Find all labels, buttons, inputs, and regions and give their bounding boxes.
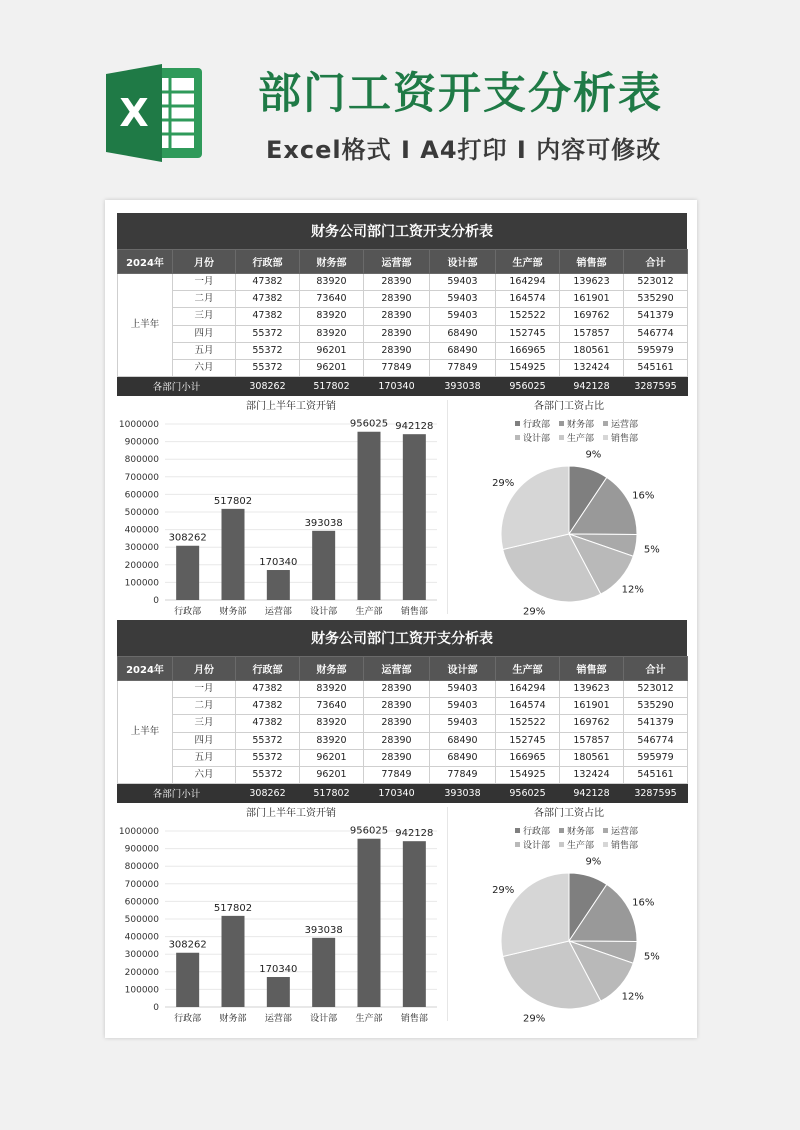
slice-percent-label: 9%	[585, 856, 602, 868]
value-cell: 535290	[624, 291, 688, 308]
bar-chart-title: 部门上半年工资开销	[246, 401, 336, 413]
pie-chart-title: 各部门工资占比	[534, 808, 604, 820]
column-header: 行政部	[236, 657, 300, 681]
legend-swatch	[515, 435, 520, 440]
value-cell: 55372	[236, 749, 300, 766]
legend-label: 设计部	[523, 434, 551, 445]
value-cell: 28390	[364, 732, 430, 749]
column-header: 合计	[624, 250, 688, 274]
value-cell: 152522	[496, 715, 560, 732]
subtotal-cell: 3287595	[624, 784, 688, 803]
value-cell: 47382	[236, 308, 300, 325]
sheet-section	[117, 213, 687, 618]
subtotal-cell: 3287595	[624, 377, 688, 396]
excel-logo-icon	[104, 60, 206, 166]
subtotal-cell: 956025	[496, 377, 560, 396]
value-cell: 55372	[236, 342, 300, 359]
x-tick-label: 生产部	[355, 1014, 383, 1025]
excel-logo-letter: X	[119, 91, 149, 135]
value-cell: 47382	[236, 274, 300, 291]
legend-label: 行政部	[523, 420, 551, 431]
value-cell: 523012	[624, 681, 688, 698]
value-cell: 180561	[560, 342, 624, 359]
value-cell: 83920	[300, 715, 364, 732]
data-label: 942128	[395, 421, 434, 433]
y-tick-label: 900000	[124, 844, 159, 855]
value-cell: 157857	[560, 732, 624, 749]
pie-chart-panel	[451, 396, 687, 618]
y-tick-label: 100000	[124, 985, 159, 996]
slice-percent-label: 5%	[643, 951, 660, 963]
table-row	[118, 767, 688, 784]
legend-swatch	[603, 421, 608, 426]
table-row	[118, 732, 688, 749]
value-cell: 83920	[300, 732, 364, 749]
slice-percent-label: 5%	[643, 544, 660, 556]
value-cell: 164294	[496, 274, 560, 291]
slice-percent-label: 29%	[523, 1013, 546, 1025]
value-cell: 68490	[430, 325, 496, 342]
table-row	[118, 342, 688, 359]
value-cell: 132424	[560, 767, 624, 784]
column-header: 销售部	[560, 250, 624, 274]
bar	[176, 546, 199, 600]
data-label: 170340	[259, 557, 298, 569]
charts-row	[117, 803, 687, 1025]
y-tick-label: 700000	[124, 473, 159, 484]
legend-swatch	[559, 842, 564, 847]
y-tick-label: 600000	[124, 897, 159, 908]
table-row	[118, 749, 688, 766]
subtotal-cell: 956025	[496, 784, 560, 803]
column-header: 设计部	[430, 250, 496, 274]
month-cell: 四月	[173, 732, 236, 749]
y-tick-label: 700000	[124, 880, 159, 891]
table-row	[118, 698, 688, 715]
x-tick-label: 设计部	[310, 1014, 338, 1025]
y-tick-label: 100000	[124, 578, 159, 589]
salary-table	[117, 656, 688, 803]
table-row	[118, 681, 688, 698]
x-tick-label: 运营部	[264, 607, 292, 618]
value-cell: 541379	[624, 715, 688, 732]
legend-swatch	[515, 842, 520, 847]
charts-row	[117, 396, 687, 618]
value-cell: 55372	[236, 732, 300, 749]
month-cell: 五月	[173, 749, 236, 766]
value-cell: 47382	[236, 698, 300, 715]
value-cell: 28390	[364, 749, 430, 766]
column-header: 生产部	[496, 250, 560, 274]
x-tick-label: 行政部	[174, 607, 202, 618]
bar	[312, 938, 335, 1007]
column-header: 2024年	[118, 250, 173, 274]
value-cell: 164574	[496, 698, 560, 715]
bar	[176, 953, 199, 1007]
value-cell: 546774	[624, 732, 688, 749]
y-tick-label: 1000000	[118, 420, 159, 431]
column-header: 合计	[624, 657, 688, 681]
data-label: 170340	[259, 964, 298, 976]
table-body	[118, 681, 688, 784]
subtotal-cell: 942128	[560, 377, 624, 396]
subtotal-row	[118, 784, 688, 803]
subtotal-cell: 942128	[560, 784, 624, 803]
legend-label: 财务部	[567, 420, 595, 431]
value-cell: 59403	[430, 715, 496, 732]
bar	[358, 839, 381, 1007]
value-cell: 77849	[364, 767, 430, 784]
value-cell: 166965	[496, 749, 560, 766]
slice-percent-label: 9%	[585, 449, 602, 461]
value-cell: 28390	[364, 715, 430, 732]
value-cell: 164294	[496, 681, 560, 698]
value-cell: 139623	[560, 274, 624, 291]
column-header: 月份	[173, 657, 236, 681]
x-tick-label: 财务部	[219, 1014, 247, 1025]
slice-percent-label: 16%	[632, 490, 655, 502]
page-header	[0, 0, 800, 200]
subtotal-cell: 308262	[236, 377, 300, 396]
value-cell: 96201	[300, 360, 364, 377]
value-cell: 546774	[624, 325, 688, 342]
slice-percent-label: 12%	[621, 991, 644, 1003]
value-cell: 28390	[364, 291, 430, 308]
value-cell: 28390	[364, 342, 430, 359]
slice-percent-label: 12%	[621, 584, 644, 596]
value-cell: 77849	[430, 360, 496, 377]
bar	[267, 977, 290, 1007]
month-cell: 一月	[173, 274, 236, 291]
period-cell: 上半年	[118, 274, 173, 377]
value-cell: 152745	[496, 325, 560, 342]
legend-label: 行政部	[523, 827, 551, 838]
sheet-section	[117, 620, 687, 1025]
bar	[222, 509, 245, 600]
value-cell: 55372	[236, 360, 300, 377]
pie-chart-title: 各部门工资占比	[534, 401, 604, 413]
table-row	[118, 715, 688, 732]
value-cell: 83920	[300, 274, 364, 291]
x-tick-label: 销售部	[400, 607, 428, 618]
value-cell: 595979	[624, 749, 688, 766]
month-cell: 二月	[173, 291, 236, 308]
y-tick-label: 1000000	[118, 827, 159, 838]
chart-divider	[447, 400, 448, 614]
y-tick-label: 300000	[124, 950, 159, 961]
table-body	[118, 274, 688, 377]
value-cell: 535290	[624, 698, 688, 715]
table-row	[118, 360, 688, 377]
bar-chart-title: 部门上半年工资开销	[246, 808, 336, 820]
month-cell: 三月	[173, 308, 236, 325]
value-cell: 541379	[624, 308, 688, 325]
y-tick-label: 500000	[124, 915, 159, 926]
column-header: 财务部	[300, 250, 364, 274]
column-header: 月份	[173, 250, 236, 274]
subtotal-cell: 308262	[236, 784, 300, 803]
value-cell: 83920	[300, 308, 364, 325]
subtotal-cell: 393038	[430, 784, 496, 803]
column-header: 2024年	[118, 657, 173, 681]
legend-swatch	[559, 435, 564, 440]
value-cell: 169762	[560, 308, 624, 325]
sheet-title: 财务公司部门工资开支分析表	[117, 213, 687, 249]
legend-swatch	[559, 421, 564, 426]
legend-label: 运营部	[611, 420, 639, 431]
subtotal-row	[118, 377, 688, 396]
value-cell: 96201	[300, 749, 364, 766]
data-label: 393038	[304, 925, 343, 937]
value-cell: 96201	[300, 767, 364, 784]
subtotal-cell: 517802	[300, 377, 364, 396]
legend-swatch	[515, 421, 520, 426]
period-cell: 上半年	[118, 681, 173, 784]
data-label: 393038	[304, 518, 343, 530]
bar-chart-panel	[117, 396, 445, 618]
value-cell: 169762	[560, 715, 624, 732]
value-cell: 55372	[236, 767, 300, 784]
value-cell: 59403	[430, 681, 496, 698]
legend-label: 运营部	[611, 827, 639, 838]
value-cell: 47382	[236, 715, 300, 732]
y-tick-label: 800000	[124, 455, 159, 466]
value-cell: 68490	[430, 749, 496, 766]
y-tick-label: 400000	[124, 932, 159, 943]
month-cell: 四月	[173, 325, 236, 342]
data-label: 956025	[349, 418, 389, 430]
column-header: 生产部	[496, 657, 560, 681]
slice-percent-label: 16%	[632, 897, 655, 909]
value-cell: 59403	[430, 274, 496, 291]
value-cell: 68490	[430, 342, 496, 359]
value-cell: 166965	[496, 342, 560, 359]
legend-swatch	[559, 828, 564, 833]
month-cell: 五月	[173, 342, 236, 359]
subtotal-cell: 517802	[300, 784, 364, 803]
month-cell: 六月	[173, 767, 236, 784]
value-cell: 152522	[496, 308, 560, 325]
y-tick-label: 200000	[124, 561, 159, 572]
slice-percent-label: 29%	[523, 606, 546, 618]
legend-label: 生产部	[567, 434, 595, 445]
subtotal-label: 各部门小计	[118, 784, 236, 803]
y-tick-label: 900000	[124, 437, 159, 448]
month-cell: 一月	[173, 681, 236, 698]
slice-percent-label: 29%	[492, 885, 515, 897]
value-cell: 161901	[560, 698, 624, 715]
value-cell: 139623	[560, 681, 624, 698]
bar	[267, 570, 290, 600]
value-cell: 180561	[560, 749, 624, 766]
column-header: 财务部	[300, 657, 364, 681]
legend-swatch	[603, 842, 608, 847]
legend-label: 设计部	[523, 841, 551, 852]
slice-percent-label: 29%	[492, 478, 515, 490]
data-label: 308262	[168, 939, 207, 951]
x-tick-label: 运营部	[264, 1014, 292, 1025]
legend-swatch	[603, 435, 608, 440]
data-label: 517802	[213, 496, 253, 508]
x-tick-label: 生产部	[355, 607, 383, 618]
value-cell: 59403	[430, 698, 496, 715]
value-cell: 28390	[364, 698, 430, 715]
value-cell: 545161	[624, 767, 688, 784]
chart-divider	[447, 807, 448, 1021]
x-tick-label: 销售部	[400, 1014, 428, 1025]
value-cell: 55372	[236, 325, 300, 342]
x-tick-label: 财务部	[219, 607, 247, 618]
x-tick-label: 行政部	[174, 1014, 202, 1025]
value-cell: 154925	[496, 360, 560, 377]
sheet-title: 财务公司部门工资开支分析表	[117, 620, 687, 656]
value-cell: 68490	[430, 732, 496, 749]
value-cell: 47382	[236, 681, 300, 698]
value-cell: 59403	[430, 308, 496, 325]
table-row	[118, 274, 688, 291]
bar-chart-panel	[117, 803, 445, 1025]
bar	[312, 531, 335, 600]
value-cell: 73640	[300, 291, 364, 308]
month-cell: 六月	[173, 360, 236, 377]
value-cell: 161901	[560, 291, 624, 308]
y-tick-label: 0	[153, 596, 159, 607]
value-cell: 96201	[300, 342, 364, 359]
table-row	[118, 291, 688, 308]
page-subtitle: Excel格式 I A4打印 I 内容可修改	[266, 136, 662, 164]
sheet-paper	[105, 200, 697, 1038]
y-tick-label: 800000	[124, 862, 159, 873]
y-tick-label: 200000	[124, 968, 159, 979]
value-cell: 83920	[300, 681, 364, 698]
column-header: 设计部	[430, 657, 496, 681]
value-cell: 28390	[364, 308, 430, 325]
y-tick-label: 300000	[124, 543, 159, 554]
month-cell: 三月	[173, 715, 236, 732]
value-cell: 59403	[430, 291, 496, 308]
data-label: 956025	[349, 825, 389, 837]
column-header: 运营部	[364, 250, 430, 274]
subtotal-cell: 393038	[430, 377, 496, 396]
table-row	[118, 308, 688, 325]
y-tick-label: 0	[153, 1003, 159, 1014]
value-cell: 545161	[624, 360, 688, 377]
pie-chart	[451, 396, 687, 618]
value-cell: 164574	[496, 291, 560, 308]
bar-chart	[117, 396, 445, 618]
y-tick-label: 600000	[124, 490, 159, 501]
value-cell: 28390	[364, 274, 430, 291]
salary-table	[117, 249, 688, 396]
page-title: 部门工资开支分析表	[258, 69, 663, 119]
column-header: 销售部	[560, 657, 624, 681]
value-cell: 77849	[430, 767, 496, 784]
bar	[403, 841, 426, 1007]
subtotal-label: 各部门小计	[118, 377, 236, 396]
pie-chart	[451, 803, 687, 1025]
data-label: 942128	[395, 828, 434, 840]
bar	[358, 432, 381, 600]
value-cell: 47382	[236, 291, 300, 308]
legend-label: 销售部	[611, 434, 639, 445]
value-cell: 83920	[300, 325, 364, 342]
pie-chart-panel	[451, 803, 687, 1025]
legend-label: 销售部	[611, 841, 639, 852]
legend-label: 生产部	[567, 841, 595, 852]
x-tick-label: 设计部	[310, 607, 338, 618]
legend-swatch	[515, 828, 520, 833]
y-tick-label: 500000	[124, 508, 159, 519]
bar	[403, 434, 426, 600]
subtotal-cell: 170340	[364, 784, 430, 803]
data-label: 517802	[213, 903, 253, 915]
value-cell: 154925	[496, 767, 560, 784]
legend-label: 财务部	[567, 827, 595, 838]
table-header-row	[118, 657, 688, 681]
value-cell: 157857	[560, 325, 624, 342]
value-cell: 28390	[364, 325, 430, 342]
value-cell: 73640	[300, 698, 364, 715]
table-row	[118, 325, 688, 342]
value-cell: 132424	[560, 360, 624, 377]
column-header: 行政部	[236, 250, 300, 274]
value-cell: 595979	[624, 342, 688, 359]
month-cell: 二月	[173, 698, 236, 715]
subtotal-cell: 170340	[364, 377, 430, 396]
value-cell: 523012	[624, 274, 688, 291]
data-label: 308262	[168, 532, 207, 544]
column-header: 运营部	[364, 657, 430, 681]
bar-chart	[117, 803, 445, 1025]
value-cell: 152745	[496, 732, 560, 749]
value-cell: 77849	[364, 360, 430, 377]
bar	[222, 916, 245, 1007]
value-cell: 28390	[364, 681, 430, 698]
table-header-row	[118, 250, 688, 274]
y-tick-label: 400000	[124, 525, 159, 536]
legend-swatch	[603, 828, 608, 833]
